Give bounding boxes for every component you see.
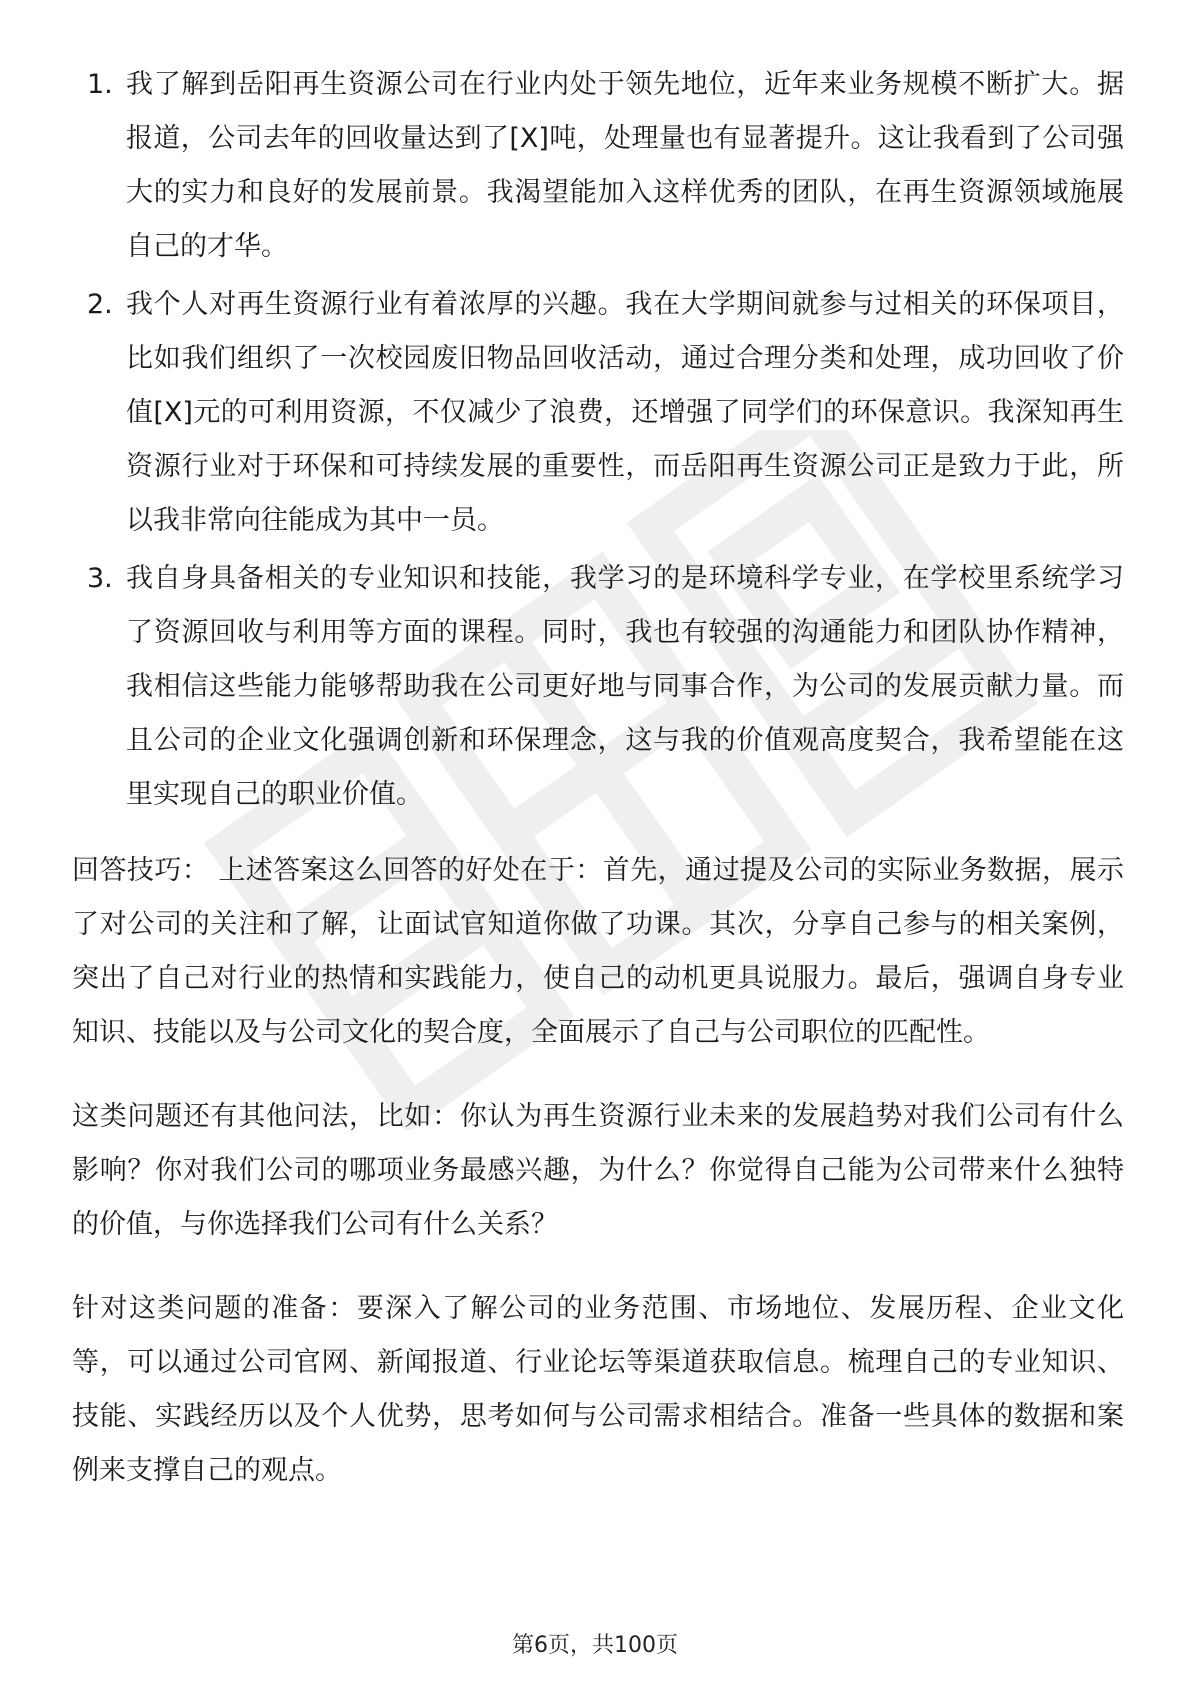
other-questions-paragraph: 这类问题还有其他问法，比如：你认为再生资源行业未来的发展趋势对我们公司有什么影响？你对我们公司的哪项业务最感兴趣，为什么？你觉得自己能为公司带来什么独特的价值，与你选择我们公司有什么关系？ <box>72 1101 1124 1240</box>
list-item-text: 我个人对再生资源行业有着浓厚的兴趣。我在大学期间就参与过相关的环保项目，比如我们组织了一次校园废旧物品回收活动，通过合理分类和处理，成功回收了价值[X]元的可利用资源，不仅减少了浪费，还增强了同学们的环保意识。我深知再生资源行业对于环保和可持续发展的重要性，而岳阳再生资源公司正是致力于此，所以我非常向往能成为其中一员。 <box>126 289 1124 536</box>
list-item-number: 3. <box>87 563 113 594</box>
list-item-text: 我自身具备相关的专业知识和技能，我学习的是环境科学专业，在学校里系统学习了资源回收与利用等方面的课程。同时，我也有较强的沟通能力和团队协作精神，我相信这些能力能够帮助我在公司更好地与同事合作，为公司的发展贡献力量。而且公司的企业文化强调创新和环保理念，这与我的价值观高度契合，我希望能在这里实现自己的职业价值。 <box>126 563 1124 810</box>
list-item-number: 2. <box>87 289 113 320</box>
answer-tips-paragraph: 回答技巧： 上述答案这么回答的好处在于：首先，通过提及公司的实际业务数据，展示了对公司的关注和了解，让面试官知道你做了功课。其次，分享自己参与的相关案例，突出了自己对行业的热情和实践能力，使自己的动机更具说服力。最后，强调自身专业知识、技能以及与公司文化的契合度，全面展示了自己与公司职位的匹配性。 <box>72 855 1124 1048</box>
preparation-paragraph: 针对这类问题的准备：要深入了解公司的业务范围、市场地位、发展历程、企业文化等，可以通过公司官网、新闻报道、行业论坛等渠道获取信息。梳理自己的专业知识、技能、实践经历以及个人优势，思考如何与公司需求相结合。准备一些具体的数据和案例来支撑自己的观点。 <box>72 1293 1124 1486</box>
document-content <box>72 58 1124 1498</box>
list-item-number: 1. <box>87 69 113 100</box>
list-item-text: 我了解到岳阳再生资源公司在行业内处于领先地位，近年来业务规模不断扩大。据报道，公司去年的回收量达到了[X]吨，处理量也有显著提升。这让我看到了公司强大的实力和良好的发展前景。我渴望能加入这样优秀的团队，在再生资源领域施展自己的才华。 <box>126 69 1124 262</box>
answer-list <box>72 58 1124 822</box>
list-item <box>72 278 1124 548</box>
list-item <box>72 58 1124 274</box>
page-number-footer: 第6页，共100页 <box>512 1633 678 1658</box>
list-item <box>72 552 1124 822</box>
